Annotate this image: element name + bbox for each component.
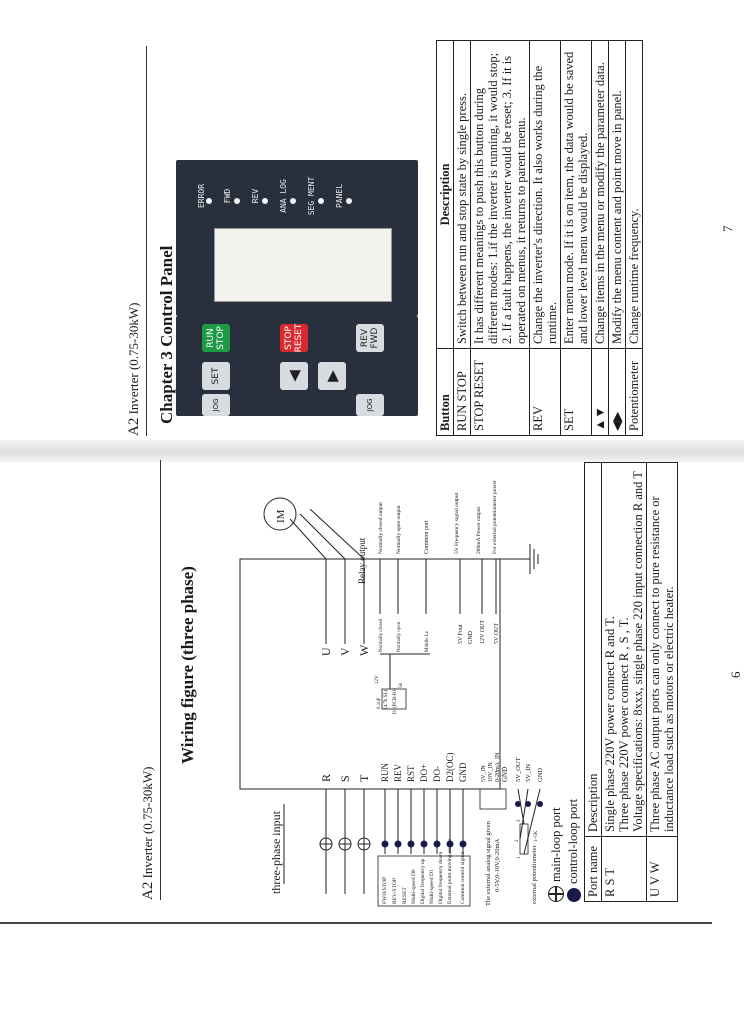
down-button[interactable] [318, 362, 346, 390]
svg-text:DO-: DO- [432, 766, 442, 782]
svg-text:0-5V,0-10V,0-20mA: 0-5V,0-10V,0-20mA [494, 838, 501, 892]
page-number: 7 [720, 225, 735, 232]
svg-text:5V Fout: 5V Fout [458, 624, 464, 644]
legend-main-loop [548, 807, 564, 902]
page-title: Wiring figure (three phase) [178, 566, 197, 764]
jog-left-button[interactable] [202, 394, 230, 416]
jog-right-button[interactable] [356, 394, 384, 416]
button-name: REV [530, 349, 561, 436]
svg-text:GND: GND [458, 762, 468, 782]
header-rule [146, 46, 147, 436]
running-head-subtitle: Inverter (0.75-30kW) [126, 302, 141, 415]
button-description: Change items in the menu or modify the parameter data. [592, 41, 609, 349]
svg-text:10V_IN: 10V_IN [488, 762, 494, 782]
port-name: U V W [647, 837, 678, 902]
control-panel [176, 160, 418, 316]
svg-text:12V: 12V [375, 675, 380, 684]
indicator-analog-light [290, 198, 296, 204]
svg-text:REV/STOP: REV/STOP [392, 878, 398, 904]
legend-main-label: main-loop port [548, 807, 563, 882]
indicator-rev: REV [251, 188, 260, 204]
description-line: Single phase 220V power connect R and T. [603, 616, 617, 832]
down-arrow-icon: ▶ [322, 370, 341, 382]
svg-text:Normally closed output: Normally closed output [378, 502, 384, 554]
table-row [626, 41, 643, 436]
svg-text:The external analog signal giv: The external analog signal given [485, 821, 492, 906]
svg-text:5k: 5k [399, 683, 404, 688]
page-number: 6 [728, 671, 743, 678]
indicator-error-light [206, 198, 212, 204]
button-name: STOP RESET [471, 349, 530, 436]
svg-text:Normally open: Normally open [397, 621, 402, 652]
terminal-u: U [319, 647, 333, 656]
svg-text:5V_IN: 5V_IN [481, 765, 487, 782]
indicator-rev-light [262, 198, 268, 204]
legend-control-label: control-loop port [566, 798, 580, 884]
indicator-segment-light [318, 198, 324, 204]
running-head-model: A2 [140, 881, 156, 900]
rev-fwd-button[interactable]: REV FWD [356, 324, 384, 352]
svg-text:GND: GND [501, 766, 509, 782]
svg-text:GND: GND [537, 767, 544, 782]
jog-left-label: JOG [212, 398, 220, 412]
svg-text:Common port: Common port [424, 520, 430, 554]
svg-text:FWD/STOP: FWD/STOP [382, 876, 388, 904]
table-row [530, 41, 561, 436]
table-row [592, 41, 609, 436]
terminal-w: W [357, 644, 371, 656]
svg-text:2: 2 [515, 839, 520, 842]
up-arrow-icon: ◀ [284, 370, 303, 382]
svg-text:1: 1 [517, 856, 522, 859]
up-button[interactable] [280, 362, 308, 390]
svg-text:200mA Power output: 200mA Power output [476, 506, 482, 554]
inverter-outline [240, 559, 500, 789]
output-terminals [264, 498, 371, 656]
jog-right-label: JOG [366, 398, 374, 412]
terminal-t: T [357, 774, 371, 782]
power-outputs [454, 480, 538, 644]
port-description-header: Description [585, 463, 602, 837]
control-row-rev [393, 763, 403, 854]
indicator-fwd: FWD [223, 188, 232, 204]
svg-text:RESET: RESET [402, 887, 408, 904]
svg-text:Relay output: Relay output [357, 537, 367, 584]
table-row [471, 41, 530, 436]
button-header: Button [437, 349, 454, 436]
button-description: Change runtime frequency. [626, 41, 643, 349]
svg-text:3: 3 [517, 819, 522, 822]
svg-text:Multi-speed D1: Multi-speed D1 [429, 869, 435, 904]
wiring-diagram [200, 474, 560, 914]
description-line: Voltage specifications: 8xxx, single phase 220 input connection R and T [631, 471, 645, 832]
running-head-model: A2 [126, 417, 142, 436]
svg-text:D1(PCB-IO): D1(PCB-IO) [393, 688, 398, 714]
indicator-segment: SEG MENT [307, 176, 316, 216]
relay-block [357, 502, 430, 714]
control-row-rst [406, 765, 416, 854]
button-description: Enter menu mode. If it is on item, the data would be saved and lower level menu would be displayed. [561, 41, 592, 349]
svg-text:Middle Lz: Middle Lz [425, 631, 430, 652]
running-head [140, 767, 157, 901]
indicator-fwd-light [234, 198, 240, 204]
svg-text:D2(OC): D2(OC) [445, 752, 455, 782]
running-head-subtitle: Inverter (0.75-30kW) [140, 766, 155, 879]
control-row-run [380, 762, 390, 854]
main-terminals [319, 774, 371, 894]
panel-keypad [176, 316, 418, 416]
svg-text:RUN: RUN [380, 762, 390, 782]
svg-text:Normally closed: Normally closed [379, 618, 384, 652]
control-row-gnd [458, 762, 468, 854]
svg-text:Multi-speed D0: Multi-speed D0 [411, 869, 417, 904]
svg-text:Digital frequency up: Digital frequency up [420, 858, 426, 904]
control-row-do-plus [419, 764, 429, 854]
svg-text:12V OUT: 12V OUT [480, 619, 486, 644]
table-row [647, 463, 678, 902]
indicator-panel-light [346, 198, 352, 204]
svg-text:0.1uF: 0.1uF [377, 697, 382, 709]
port-table [584, 462, 678, 902]
set-button[interactable]: SET [202, 362, 230, 390]
motor-label: IM [275, 509, 287, 523]
svg-text:RST: RST [406, 765, 416, 782]
svg-text:5V_IN: 5V_IN [525, 763, 532, 782]
button-description-header: Description [437, 41, 454, 349]
button-name: Potentiometer [626, 349, 643, 436]
table-row [609, 41, 626, 436]
input-label: three-phase input [269, 811, 283, 894]
header-rule [160, 460, 161, 900]
button-name: ▲▼ [592, 349, 609, 436]
port-table-header [585, 463, 602, 902]
port-description [647, 463, 678, 837]
svg-text:For external potentiometer pow: For external potentiometer power [492, 480, 498, 554]
main-loop-symbol [548, 886, 564, 902]
svg-text:Digital frequency down: Digital frequency down [438, 851, 444, 904]
svg-text:External point moving enable: External point moving enable [447, 838, 453, 904]
button-name: SET [561, 349, 592, 436]
svg-text:external potentiometer: external potentiometer [531, 845, 538, 904]
button-description: It has different meanings to push this button during different modes: 1.if the inverter is running, it would stop; 2. If a fault happens, the inverter would be reset; 3. If it is operated on menus, it returns to parent menu. [471, 41, 530, 349]
button-name: RUN STOP [454, 349, 471, 436]
svg-text:5V Frequency signal output: 5V Frequency signal output [454, 492, 460, 554]
svg-text:REV: REV [393, 764, 403, 782]
description-line: Three phase AC output ports can only connect to pure resistance or inductance load such as motors or electric heater. [648, 496, 676, 832]
indicator-panel: PANEL [335, 183, 344, 209]
button-table-header [437, 41, 454, 436]
table-row [602, 463, 647, 902]
panel-display [214, 228, 392, 302]
svg-text:5V_OUT: 5V_OUT [515, 757, 522, 782]
indicator-analog: ANA LOG [279, 179, 288, 213]
table-row [454, 41, 471, 436]
page-7 [0, 32, 744, 446]
legend-control-loop [566, 799, 581, 902]
port-name-header: Port name [585, 837, 602, 902]
button-name: ◀▶ [609, 349, 626, 436]
running-head [126, 303, 143, 437]
svg-text:DO+: DO+ [419, 763, 429, 782]
terminal-s: S [338, 775, 352, 782]
svg-text:0-20mA_IN: 0-20mA_IN [495, 752, 501, 782]
run-stop-button[interactable]: RUN STOP [202, 324, 230, 352]
svg-text:5V OUT: 5V OUT [494, 622, 500, 644]
terminal-v: V [338, 647, 352, 656]
button-table [436, 40, 643, 436]
terminal-r: R [319, 773, 333, 782]
control-loop-symbol [567, 888, 581, 902]
svg-text:Common control signal: Common control signal [460, 852, 466, 904]
port-description [602, 463, 647, 837]
control-terminals [378, 753, 470, 907]
description-line: Three phase 220V power connect R , S , T. [617, 617, 631, 832]
page-6 [0, 458, 744, 924]
svg-text:(4.7k SL): (4.7k SL) [384, 689, 389, 709]
svg-text:1~5K: 1~5K [534, 830, 539, 842]
port-name: R S T [602, 837, 647, 902]
stop-reset-button[interactable]: STOP RESET [280, 324, 308, 352]
button-description: Modify the menu content and point move in panel. [609, 41, 626, 349]
svg-text:Normally open output: Normally open output [396, 505, 402, 554]
button-description: Switch between run and stop state by single press. [454, 41, 471, 349]
table-row [561, 41, 592, 436]
svg-text:GND: GND [468, 631, 474, 644]
chapter-title: Chapter 3 Control Panel [157, 245, 176, 424]
button-description: Change the inverter's direction. It also works during the runtime. [530, 41, 561, 349]
control-row-do-minus [432, 766, 442, 854]
indicator-error: ERROR [197, 183, 206, 209]
analog-input-block [480, 752, 509, 906]
potentiometer-block [515, 757, 544, 904]
